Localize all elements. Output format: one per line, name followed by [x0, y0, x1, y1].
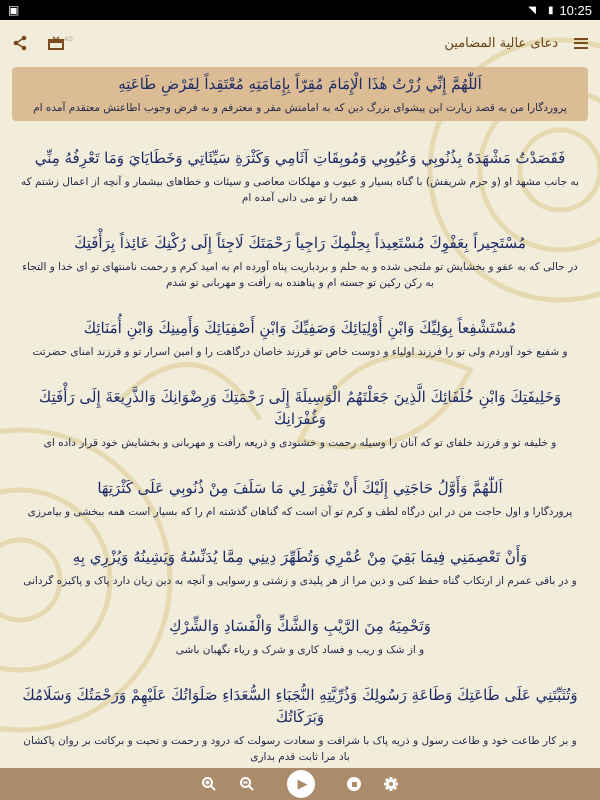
player-controls: [0, 768, 600, 800]
settings-gear-icon[interactable]: [383, 776, 399, 792]
arabic-text: وَتَحْمِيَهُ مِنَ الرَّيْبِ وَالشَّكِّ وَالْفَسَادِ وَالشِّرْكِ: [169, 617, 431, 635]
persian-translation: پروردگارا و اول حاجت من در این درگاه لطف و کرم تو آن است که گناهان گذشته ام را که بسیار است همه ببخشی و بیامرزی: [27, 506, 573, 518]
verse[interactable]: [12, 147, 588, 206]
persian-translation: در حالی که به عفو و بخشایش تو ملتجی شده و به حلم و بردباریت پناه آورده ام به امید کرم و رحمت نامنتهای تو ای خدا و التجاء به رکن رکین تو جسته ام و پناهنده به رأفت و مهربانی تو شدم: [22, 261, 578, 289]
arabic-text: وَتُثَبِّتَنِي عَلَى طَاعَتِكَ وَطَاعَةِ رَسُولِكَ وَذُرِّيَّتِهِ النُّجَبَاءِ السُّعَدَاءِ صَلَوَاتُكَ عَلَيْهِمْ وَرَحْمَتُكَ وَسَلَامُكَ وَبَرَكَاتُكَ: [22, 686, 578, 726]
verse[interactable]: [12, 317, 588, 360]
clock: 10:25: [559, 2, 592, 18]
arabic-text: اَللّٰهُمَّ إِنِّي زُرْتُ هٰذَا الْإِمَامَ مُقِرّاً بِإِمَامَتِهِ مُعْتَقِداً لِفَرْضِ طَاعَتِهِ: [118, 75, 482, 93]
prayer-text-list[interactable]: [12, 67, 588, 765]
persian-translation: و در باقی عمرم از ارتکاب گناه حفظ کنی و دین مرا از هر پلیدی و زشتی و رسوایی و آنچه به دین زیان دارد پاک و پاکیزه گردانی: [23, 575, 577, 587]
page-title: دعای عالیة المضامین: [444, 35, 558, 51]
verse[interactable]: [12, 477, 588, 520]
app-toolbar: [0, 20, 600, 66]
ad-badge: AD: [64, 36, 73, 43]
menu-icon[interactable]: [574, 38, 588, 49]
play-icon: ▶: [297, 776, 308, 792]
verse[interactable]: [12, 232, 588, 291]
battery-icon: ▮: [547, 4, 554, 16]
zoom-out-icon[interactable]: [239, 776, 255, 792]
arabic-text: اَللّٰهُمَّ وَأَوَّلُ حَاجَتِي إِلَيْكَ أَنْ تَغْفِرَ لِي مَا سَلَفَ مِنْ ذُنُوبِي عَلَى كَثْرَتِهَا: [97, 479, 503, 497]
verse[interactable]: [12, 386, 588, 451]
arabic-text: فَقَصَدْتُ مَشْهَدَهُ بِذُنُوبِي وَعُيُوبِي وَمُوبِقَاتِ آثَامِي وَكَثْرَةِ سَيِّئَاتِي وَخَطَايَايَ وَمَا تَعْرِفُهُ مِنِّي: [34, 149, 566, 167]
persian-translation: و شفیع خود آوردم ولی تو را فرزند اولیاء و دوست خاص تو فرزند خاصان درگاهت را و امین اسرار تو و فرزند امنای حضرتت: [32, 346, 568, 358]
verse[interactable]: [12, 546, 588, 589]
gallery-notification-icon: ▣: [8, 3, 20, 17]
arabic-text: وَأَنْ تَعْصِمَنِي فِيمَا بَقِيَ مِنْ عُمْرِي وَتُطَهِّرَ دِينِي مِمَّا يُدَنِّسُهُ وَيَشِينُهُ وَيُزْرِي بِهِ: [72, 548, 528, 566]
status-bar: [0, 0, 600, 20]
gift-icon: [48, 36, 64, 50]
share-icon[interactable]: [12, 35, 28, 51]
arabic-text: مُسْتَجِيراً بِعَفْوِكَ مُسْتَعِيذاً بِحِلْمِكَ رَاجِياً رَحْمَتَكَ لَاجِئاً إِلَى رُكْنِكَ عَائِذاً بِرَأْفَتِكَ: [74, 234, 526, 252]
stop-button[interactable]: [347, 777, 361, 791]
arabic-text: مُسْتَشْفِعاً بِوَلِيِّكَ وَابْنِ أَوْلِيَائِكَ وَصَفِيِّكَ وَابْنِ أَصْفِيَائِكَ وَأَمِينِكَ وَابْنِ أُمَنَائِكَ: [83, 319, 517, 337]
verse[interactable]: [12, 684, 588, 765]
persian-translation: پروردگارا من به قصد زیارت این پیشوای بزرگ دین که به امامتش مقر و معترفم و به فرض وجوب اطاعتش معتقدم آمده ام: [33, 102, 567, 114]
verse-highlighted[interactable]: [12, 67, 588, 121]
persian-translation: و از شک و ریب و فساد کاری و شرک و ریاء نگهبان باشی: [175, 644, 425, 656]
zoom-in-icon[interactable]: [201, 776, 217, 792]
persian-translation: و بر کار طاعت خود و طاعت رسول و ذریه پاک با شرافت و سعادت رسولت که درود و رحمت و تحیت و برکاتت بر روان پاکشان باد مرا ثابت قدم بداری: [23, 735, 577, 763]
gift-ad-button[interactable]: [48, 36, 73, 50]
persian-translation: به جانب مشهد او (و حرم شریفش) با گناه بسیار و عیوب و مهلکات معاصی و سیئات و خطاهای بیشمار و آنچه از اعمال زشتم که همه را تو می دانی آمده ام: [21, 176, 579, 204]
arabic-text: وَخَلِيفَتِكَ وَابْنِ خُلَفَائِكَ الَّذِينَ جَعَلْتَهُمُ الْوَسِيلَةَ إِلَى رَحْمَتِكَ وَرِضْوَانِكَ وَالذَّرِيعَةَ إِلَى رَأْفَتِكَ وَغُفْرَانِكَ: [38, 388, 562, 428]
persian-translation: و خلیفه تو و فرزند خلفای تو که آنان را وسیله رحمت و خشنودی و ذریعه رأفت و مهربانی و بخشایش خود قرار داده ای: [43, 437, 557, 449]
verse[interactable]: [12, 615, 588, 658]
play-button[interactable]: [287, 770, 315, 798]
wifi-icon: ◥: [528, 4, 536, 16]
